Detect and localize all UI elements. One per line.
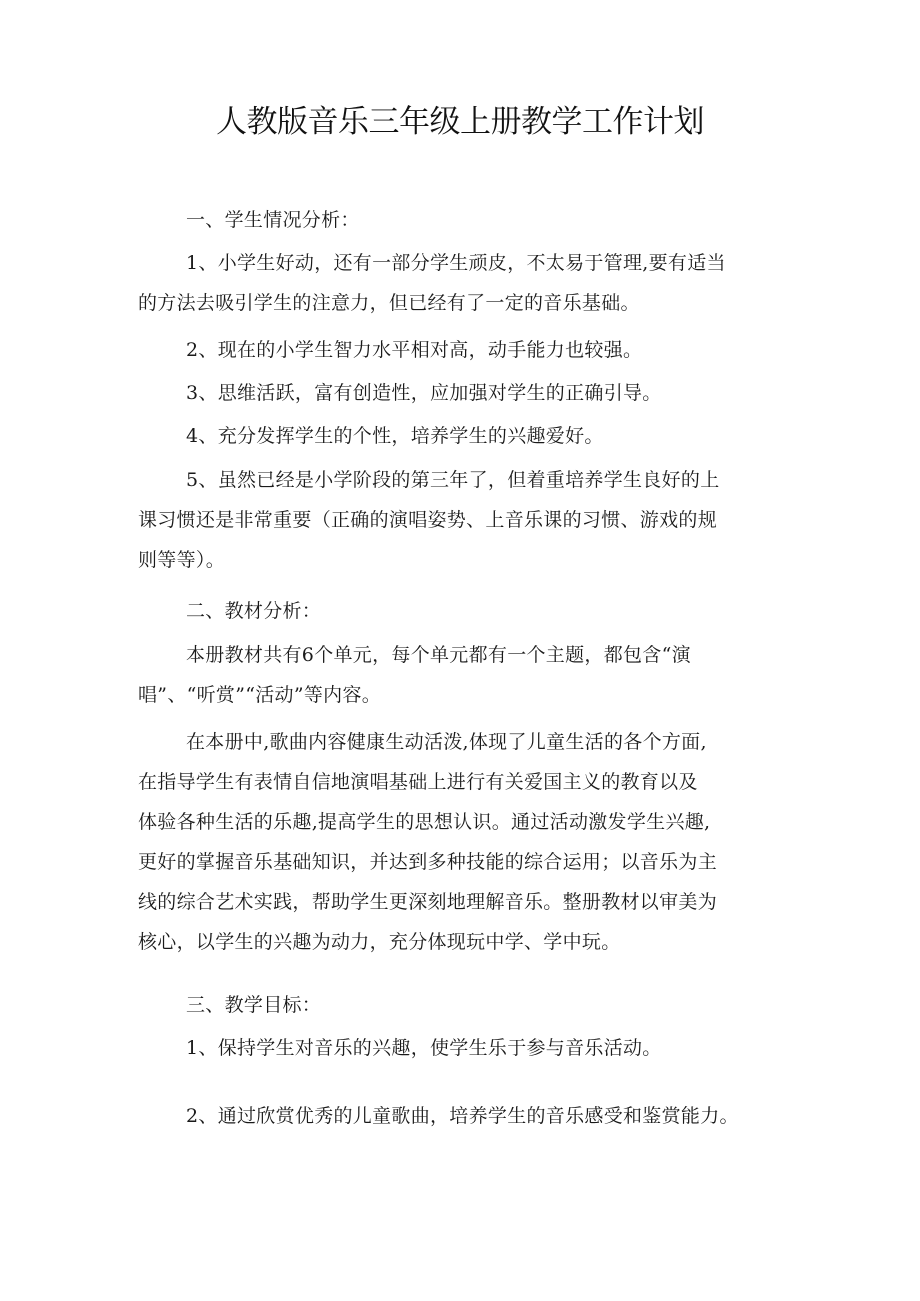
paragraph-line: 在本册中,歌曲内容健康生动活泼,体现了儿童生活的各个方面, [186, 731, 707, 753]
paragraph-line: 则等等）。 [138, 549, 226, 571]
paragraph-goal-1 [138, 1028, 798, 1068]
paragraph-line: 本册教材共有6个单元，每个单元都有一个主题，都包含“演 [186, 644, 691, 666]
paragraph-line: 的方法去吸引学生的注意力，但已经有了一定的音乐基础。 [138, 292, 640, 314]
document-title: 人教版音乐三年级上册教学工作计划 [216, 104, 704, 140]
paragraph-item-1 [138, 243, 798, 323]
heading-text: 一、学生情况分析： [186, 209, 360, 231]
paragraph-item-2 [138, 330, 798, 370]
paragraph-line: 核心，以学生的兴趣为动力，充分体现玩中学、学中玩。 [138, 931, 621, 953]
paragraph-line: 2、通过欣赏优秀的儿童歌曲，培养学生的音乐感受和鉴赏能力。 [186, 1105, 739, 1127]
paragraph-line: 5、虽然已经是小学阶段的第三年了，但着重培养学生良好的上 [186, 469, 720, 491]
paragraph-line: 体验各种生活的乐趣,提高学生的思想认识。通过活动激发学生兴趣, [138, 811, 711, 833]
paragraph-line: 唱”、“听赏”“活动”等内容。 [138, 684, 382, 706]
paragraph-material-content [138, 722, 798, 962]
paragraph-line: 线的综合艺术实践，帮助学生更深刻地理解音乐。整册教材以审美为 [138, 891, 718, 913]
paragraph-line: 2、现在的小学生智力水平相对高，动手能力也较强。 [186, 339, 643, 361]
paragraph-line: 课习惯还是非常重要（正确的演唱姿势、上音乐课的习惯、游戏的规 [138, 509, 718, 531]
paragraph-line: 3、思维活跃，富有创造性，应加强对学生的正确引导。 [186, 382, 662, 404]
paragraph-item-4 [138, 416, 798, 456]
paragraph-line: 更好的掌握音乐基础知识，并达到多种技能的综合运用；以音乐为主 [138, 851, 718, 873]
paragraph-material-units [138, 635, 798, 715]
heading-text: 二、教材分析： [186, 600, 322, 622]
section-heading-teaching-goals [138, 985, 798, 1025]
paragraph-item-5 [138, 460, 798, 580]
paragraph-line: 1、保持学生对音乐的兴趣，使学生乐于参与音乐活动。 [186, 1037, 662, 1059]
section-heading-student-analysis [138, 200, 798, 240]
paragraph-goal-2 [138, 1096, 798, 1136]
heading-text: 三、教学目标： [186, 994, 322, 1016]
paragraph-line: 1、小学生好动，还有一部分学生顽皮，不太易于管理,要有适当 [186, 252, 726, 274]
section-heading-material-analysis [138, 591, 798, 631]
paragraph-line: 4、充分发挥学生的个性，培养学生的兴趣爱好。 [186, 425, 604, 447]
paragraph-line: 在指导学生有表情自信地演唱基础上进行有关爱国主义的教育以及 [138, 771, 698, 793]
paragraph-item-3 [138, 373, 798, 413]
